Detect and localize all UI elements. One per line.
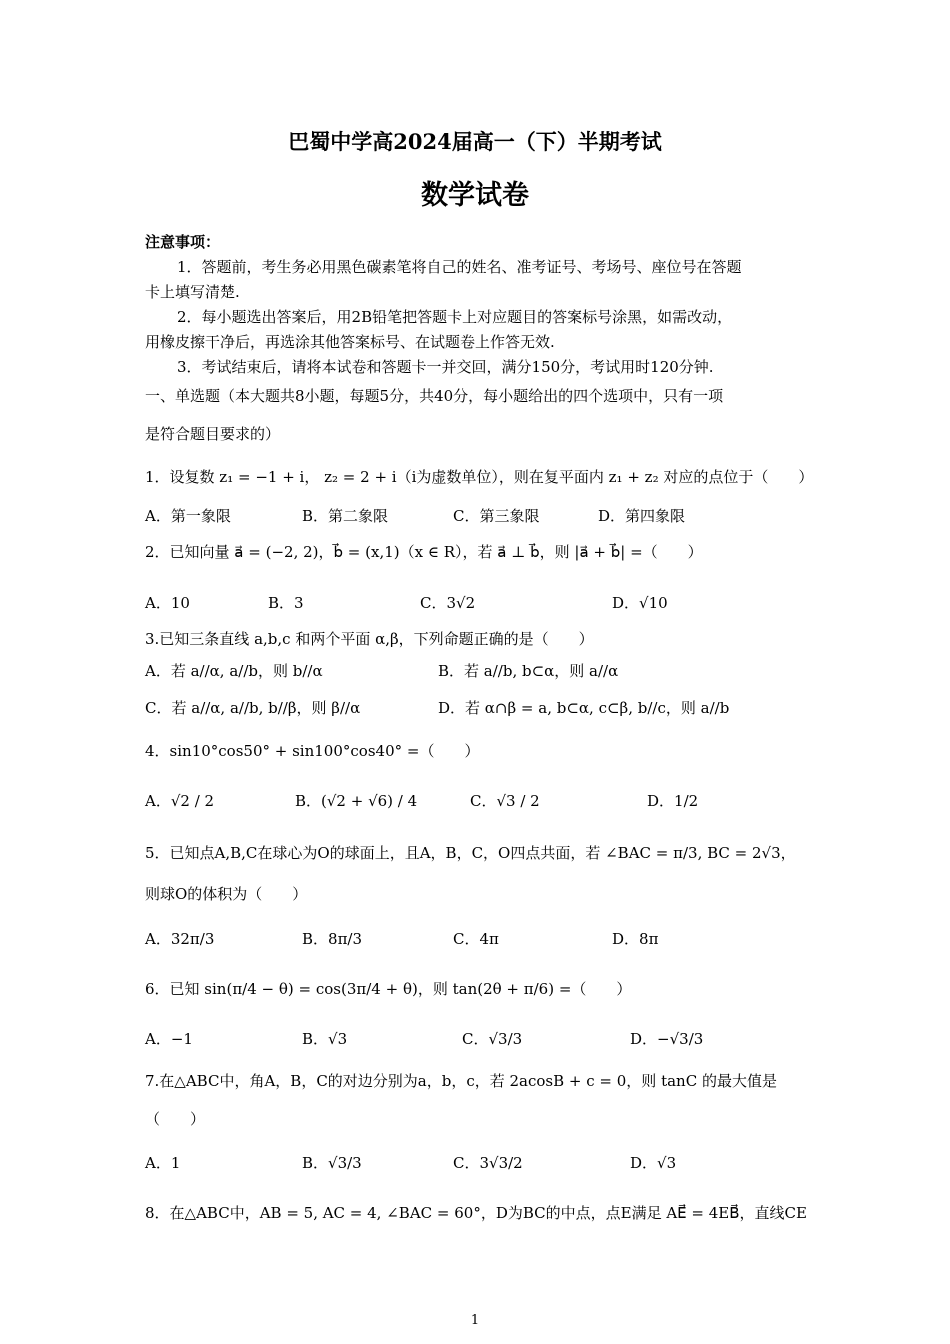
exam-title: 巴蜀中学高2024届高一（下）半期考试 bbox=[288, 129, 662, 154]
question-7-option-a: A．1 bbox=[145, 1154, 181, 1172]
question-8-stem: 8．在△ABC中，AB = 5, AC = 4, ∠BAC = 60°，D为BC的中点，点E满足 AE⃗ = 4EB⃗，直线CE bbox=[145, 1204, 807, 1222]
question-7-option-b: B．√3/3 bbox=[302, 1154, 362, 1172]
question-3-option-d: D．若 α∩β = a, b⊂α, c⊂β, b//c，则 a//b bbox=[438, 699, 730, 717]
page-number: 1 bbox=[470, 1313, 480, 1328]
question-3-option-c: C．若 a//α, a//b, b//β，则 β//α bbox=[145, 699, 361, 717]
notice-item-1-cont: 卡上填写清楚. bbox=[145, 283, 240, 301]
notice-item-1: 1．答题前，考生务必用黑色碳素笔将自己的姓名、准考证号、考场号、座位号在答题 bbox=[177, 258, 742, 276]
notice-item-3: 3．考试结束后，请将本试卷和答题卡一并交回，满分150分，考试用时120分钟. bbox=[177, 358, 714, 376]
question-5-stem-cont: 则球O的体积为（ ） bbox=[145, 885, 308, 903]
question-4-option-c: C．√3 / 2 bbox=[470, 792, 540, 810]
question-6-option-b: B．√3 bbox=[302, 1030, 348, 1048]
section-heading-cont: 是符合题目要求的） bbox=[145, 425, 281, 443]
question-2-stem: 2．已知向量 a⃗ = (−2, 2)，b⃗ = (x,1)（x ∈ R），若 a⃗ ⊥ b⃗，则 |a⃗ + b⃗| =（ ） bbox=[145, 543, 703, 561]
question-4-option-d: D．1/2 bbox=[647, 792, 699, 810]
question-7-option-c: C．3√3/2 bbox=[453, 1154, 523, 1172]
question-2-option-d: D．√10 bbox=[612, 594, 668, 612]
question-4-stem: 4．sin10°cos50° + sin100°cos40° =（ ） bbox=[145, 742, 480, 760]
question-5-stem: 5．已知点A,B,C在球心为O的球面上，且A，B，C，O四点共面，若 ∠BAC = π/3, BC = 2√3， bbox=[145, 844, 796, 862]
notice-heading: 注意事项： bbox=[145, 233, 221, 251]
question-1-option-b: B．第二象限 bbox=[302, 507, 389, 525]
notice-item-2-cont: 用橡皮擦干净后，再选涂其他答案标号、在试题卷上作答无效. bbox=[145, 333, 555, 351]
question-3-option-b: B．若 a//b, b⊂α，则 a//α bbox=[438, 662, 619, 680]
question-4-option-b: B．(√2 + √6) / 4 bbox=[295, 792, 418, 810]
question-1-stem: 1．设复数 z₁ = −1 + i， z₂ = 2 + i（i为虚数单位），则在复平面内 z₁ + z₂ 对应的点位于（ ） bbox=[145, 468, 814, 486]
question-2-option-c: C．3√2 bbox=[420, 594, 476, 612]
question-7-option-d: D．√3 bbox=[630, 1154, 677, 1172]
question-5-option-c: C．4π bbox=[453, 930, 499, 948]
question-6-option-d: D．−√3/3 bbox=[630, 1030, 704, 1048]
question-6-option-a: A．−1 bbox=[145, 1030, 193, 1048]
question-5-option-d: D．8π bbox=[612, 930, 659, 948]
section-heading: 一、单选题（本大题共8小题，每题5分，共40分，每小题给出的四个选项中，只有一项 bbox=[145, 387, 724, 405]
question-7-stem-cont: （ ） bbox=[145, 1110, 206, 1128]
question-3-option-a: A．若 a//α, a//b，则 b//α bbox=[145, 662, 323, 680]
question-6-option-c: C．√3/3 bbox=[462, 1030, 523, 1048]
question-4-option-a: A．√2 / 2 bbox=[145, 792, 215, 810]
question-6-stem: 6．已知 sin(π/4 − θ) = cos(3π/4 + θ)，则 tan(2θ + π/6) =（ ） bbox=[145, 980, 632, 998]
question-2-option-b: B．3 bbox=[268, 594, 304, 612]
notice-item-2: 2．每小题选出答案后，用2B铅笔把答题卡上对应题目的答案标号涂黑，如需改动， bbox=[177, 308, 733, 326]
exam-subtitle: 数学试卷 bbox=[421, 180, 529, 211]
question-1-option-c: C．第三象限 bbox=[453, 507, 540, 525]
question-5-option-b: B．8π/3 bbox=[302, 930, 363, 948]
question-2-option-a: A．10 bbox=[145, 594, 190, 612]
question-7-stem: 7.在△ABC中，角A，B，C的对边分别为a，b，c，若 2acosB + c = 0，则 tanC 的最大值是 bbox=[145, 1072, 777, 1090]
question-1-option-d: D．第四象限 bbox=[598, 507, 686, 525]
question-5-option-a: A．32π/3 bbox=[145, 930, 215, 948]
question-1-option-a: A．第一象限 bbox=[145, 507, 231, 525]
question-3-stem: 3.已知三条直线 a,b,c 和两个平面 α,β，下列命题正确的是（ ） bbox=[145, 630, 594, 648]
